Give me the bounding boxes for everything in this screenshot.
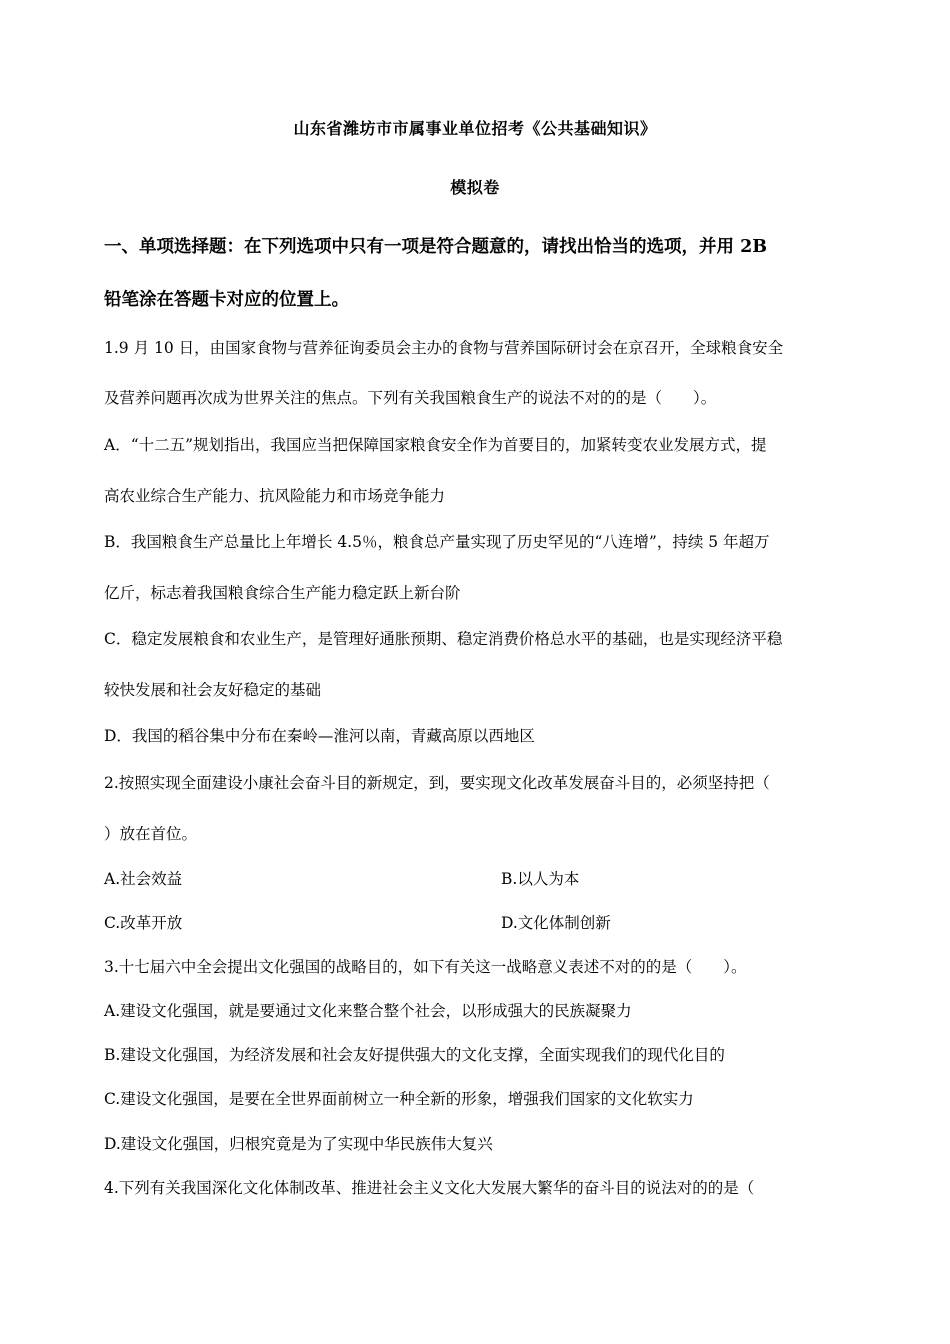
q1-option-b-line2: 亿斤，标志着我国粮食综合生产能力稳定跃上新台阶: [104, 584, 461, 602]
q2-option-d: D.文化体制创新: [501, 914, 611, 932]
q3-option-a: A.建设文化强国，就是要通过文化来整合整个社会，以形成强大的民族凝聚力: [104, 1002, 632, 1020]
q1-option-a-line2: 高农业综合生产能力、抗风险能力和市场竞争能力: [104, 487, 446, 505]
q3-option-b: B.建设文化强国，为经济发展和社会友好提供强大的文化支撑，全面实现我们的现代化目的: [104, 1046, 725, 1064]
q1-stem-line1: 1.9 月 10 日，由国家食物与营养征询委员会主办的食物与营养国际研讨会在京召开，全球粮食安全: [104, 339, 784, 357]
q1-option-d: D．我国的稻谷集中分布在秦岭—淮河以南，青藏高原以西地区: [104, 727, 535, 745]
q3-stem: 3.十七届六中全会提出文化强国的战略目的，如下有关这一战略意义表述不对的的是（ ）。: [104, 958, 747, 976]
section-instruction-line2: 铅笔涂在答题卡对应的位置上。: [104, 290, 349, 310]
q1-option-a-line1: A．“十二五”规划指出，我国应当把保障国家粮食安全作为首要目的，加紧转变农业发展方式，提: [104, 436, 767, 454]
document-title: 山东省潍坊市市属事业单位招考《公共基础知识》: [293, 119, 657, 138]
q2-stem-line1: 2.按照实现全面建设小康社会奋斗目的新规定，到，要实现文化改革发展奋斗目的，必须坚持把（: [104, 774, 770, 792]
q1-option-b-line1: B．我国粮食生产总量比上年增长 4.5％，粮食总产量实现了历史罕见的“八连增”，持续 5 年超万: [104, 533, 770, 551]
q1-stem-line2: 及营养问题再次成为世界关注的焦点。下列有关我国粮食生产的说法不对的的是（ ）。: [104, 389, 717, 407]
q1-option-c-line2: 较快发展和社会友好稳定的基础: [104, 681, 322, 699]
q3-option-d: D.建设文化强国，归根究竟是为了实现中华民族伟大复兴: [104, 1135, 493, 1153]
document-subtitle: 模拟卷: [450, 178, 500, 197]
section-instruction-line1: 一、单项选择题：在下列选项中只有一项是符合题意的，请找出恰当的选项，并用 2B: [104, 237, 768, 257]
q2-option-c: C.改革开放: [104, 914, 183, 932]
q3-option-c: C.建设文化强国，是要在全世界面前树立一种全新的形象，增强我们国家的文化软实力: [104, 1090, 694, 1108]
q1-option-c-line1: C．稳定发展粮食和农业生产，是管理好通胀预期、稳定消费价格总水平的基础，也是实现经济平稳: [104, 630, 783, 648]
q2-option-a: A.社会效益: [104, 870, 183, 888]
q2-option-b: B.以人为本: [501, 870, 580, 888]
q2-stem-line2: ）放在首位。: [104, 825, 198, 843]
q4-stem: 4.下列有关我国深化文化体制改革、推进社会主义文化大发展大繁华的奋斗目的说法对的的是（: [104, 1179, 755, 1197]
